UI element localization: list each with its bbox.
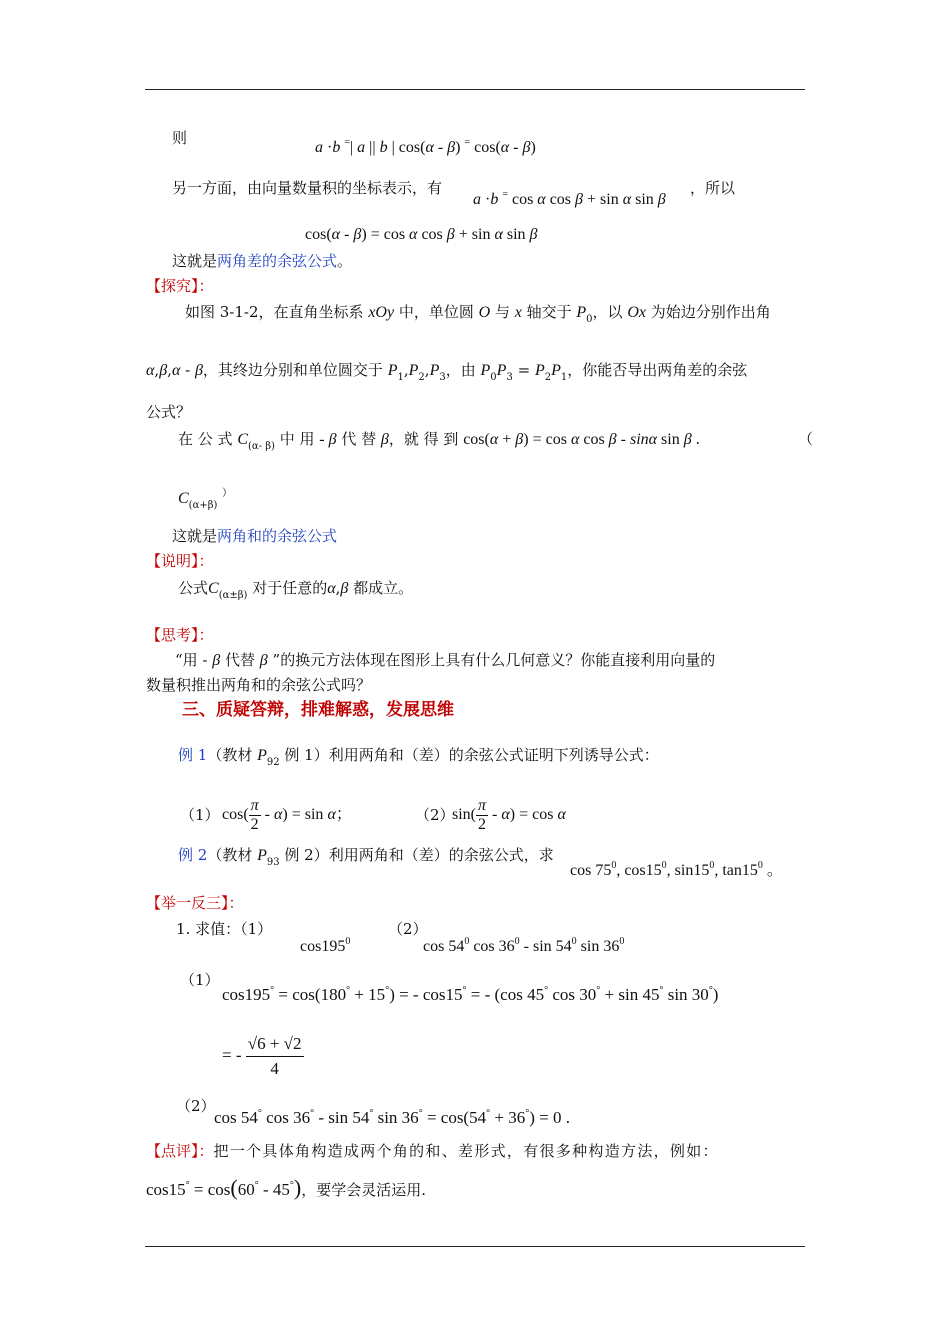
- comment-line-2: cos15° = cos(60° - 45°)，要学会灵活运用.: [146, 1175, 427, 1200]
- example-1-item-2-no: （2）: [415, 806, 455, 824]
- example-1-item-2: sin( $\frac{\pi}{2}$ - α) = cos α: [452, 797, 566, 833]
- answer-1-no: （1）: [180, 971, 220, 989]
- sum-formula-label: $C_{(\alpha+\beta)}$ ）: [178, 488, 233, 511]
- note-tag: 【说明】：: [146, 552, 214, 570]
- practice-q1: $\cos 195^0$: [300, 936, 351, 955]
- comment-tag: 【点评】：: [146, 1142, 214, 1160]
- example-2-line: 例 2（教材 $P_{93}$ 例 2）利用两角和（差）的余弦公式，求: [178, 846, 554, 868]
- think-line-2: 数量积推出两角和的余弦公式吗？: [146, 676, 372, 694]
- comment-line-1: 【点评】：把一个具体角构造成两个角的和、差形式，有很多种构造方法，例如：: [146, 1142, 719, 1160]
- answer-2: cos 54° cos 36° - sin 54° sin 36° = cos(54° + 36°) = 0 .: [214, 1108, 570, 1127]
- answer-1-result: = - $\frac{√6 + √2}{4}$: [222, 1034, 302, 1078]
- top-rule: [145, 89, 805, 90]
- other-side-text: 另一方面，由向量数量积的坐标表示，有: [172, 179, 443, 197]
- answer-1: cos195° = cos(180° + 15°) = - cos15° = - (cos 45° cos 30° + sin 45° sin 30°): [222, 985, 719, 1004]
- difference-formula-sentence: 这就是两角差的余弦公式。: [172, 252, 353, 270]
- coord-formula: a ·b = cos α cos β + sin α sin β: [473, 189, 666, 208]
- difference-formula: cos(α - β) = cos α cos β + sin α sin β: [305, 226, 538, 243]
- practice-q2-no: （2）: [388, 920, 428, 938]
- dot-product-formula: a ·b =| a || b | cos(α - β) = cos(α - β): [315, 137, 536, 156]
- practice-question: 1. 求值：（1）: [176, 920, 273, 938]
- explore-line-4: 在 公 式 $C_{(\alpha- \beta)}$ 中 用 - β 代 替 β，就 得 到 cos(α + β) = cos α cos β - sinα sin β .: [178, 430, 700, 452]
- example-1-line: 例 1（教材 $P_{92}$ 例 1）利用两角和（差）的余弦公式证明下列诱导公式：: [178, 746, 659, 768]
- example-1-item-1-no: （1）: [180, 806, 220, 824]
- section-3-title: 三、质疑答辩，排难解惑，发展思维: [182, 700, 454, 720]
- example-2-targets: $\cos 75^0$, $\cos 15^0$, $\sin 15^0$, $\tan 15^0$ 。: [570, 860, 783, 879]
- example-1-label: 例 1: [178, 746, 208, 764]
- note-text: 公式$C_{(\alpha\pm\beta)}$ 对于任意的α,β 都成立。: [178, 579, 414, 601]
- answer-2-no: （2）: [176, 1097, 216, 1115]
- bottom-rule: [145, 1246, 805, 1247]
- practice-q2: $\cos 54^0$ $\cos 36^0$ - $\sin 54^0$ $\sin 36^0$: [423, 936, 625, 955]
- think-line-1: “用 - β 代替 β ”的换元方法体现在图形上具有什么几何意义？你能直接利用向量的: [175, 651, 716, 669]
- explore-line-2: α,β,α - β，其终边分别和单位圆交于 $P_1,P_2,P_3$，由 $P_0P_3 = P_2P_1$，你能否导出两角差的余弦: [146, 361, 748, 383]
- explore-line-1: 如图 3-1-2，在直角坐标系 xOy 中，单位圆 O 与 x 轴交于 $P_0$，以 Ox 为始边分别作出角: [185, 303, 771, 325]
- formula-name-sum: 两角和的余弦公式: [217, 527, 338, 545]
- explore-tag: 【探究】：: [146, 277, 214, 295]
- explore-line-3: 公式？: [146, 403, 192, 421]
- example-2-label: 例 2: [178, 846, 208, 864]
- practice-tag: 【举一反三】：: [146, 894, 244, 912]
- think-tag: 【思考】：: [146, 626, 214, 644]
- example-1-item-1: cos( $\frac{\pi}{2}$ - α) = sin α；: [222, 797, 352, 833]
- paren-open: （: [798, 430, 814, 448]
- formula-name-difference: 两角差的余弦公式: [217, 252, 338, 270]
- sum-formula-sentence: 这就是两角和的余弦公式: [172, 527, 338, 545]
- suoyi-text: ，所以: [690, 179, 736, 197]
- ze-label: 则: [172, 129, 188, 147]
